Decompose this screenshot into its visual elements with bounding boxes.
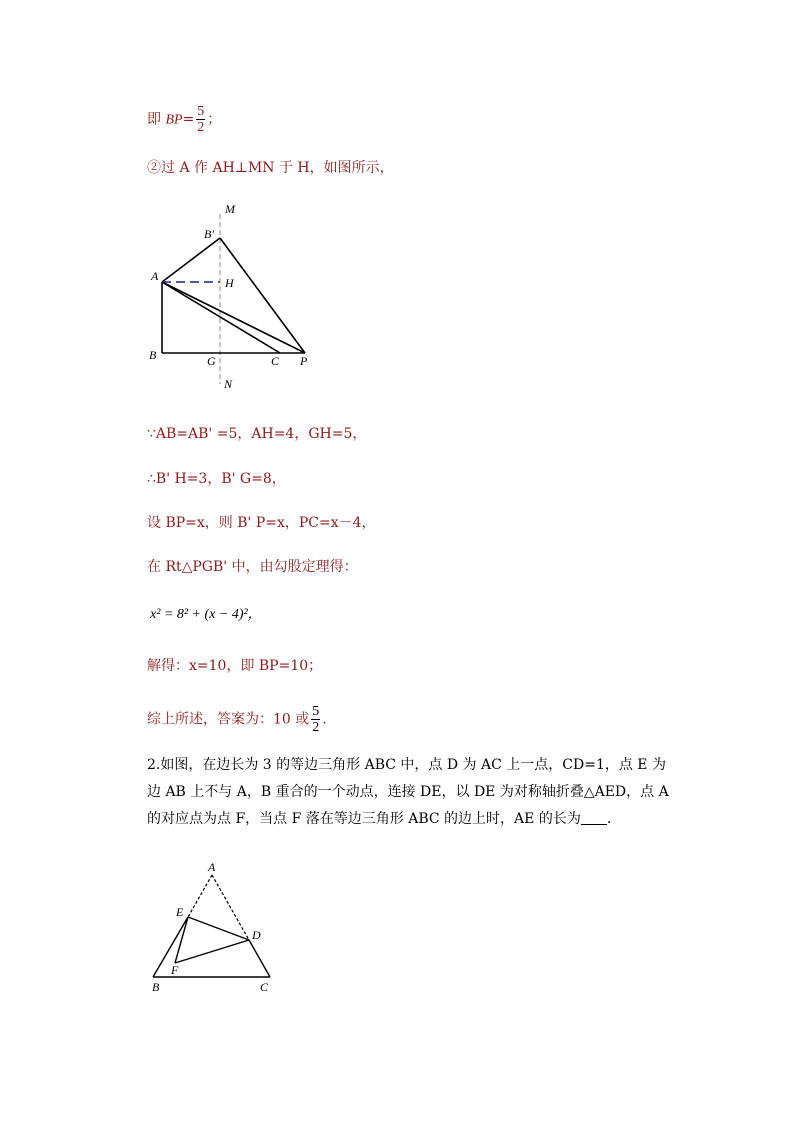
label-f: F xyxy=(171,963,179,977)
label-m: M xyxy=(225,202,235,216)
therefore-line: ∴B' H=3，B' G=8， xyxy=(147,471,286,487)
label-g: G xyxy=(207,354,216,368)
figure-equilateral-triangle xyxy=(140,855,290,1000)
given-line: ∵AB=AB' =5，AH=4，GH=5， xyxy=(147,426,367,442)
label-c2: C xyxy=(260,980,269,994)
segment-fd xyxy=(175,940,249,963)
label-h: H xyxy=(225,276,234,290)
label-b-prime: B' xyxy=(204,227,214,241)
var-bp: BP xyxy=(165,112,183,128)
semicolon: ； xyxy=(207,111,222,128)
label-p: P xyxy=(300,354,308,368)
label-a: A xyxy=(151,269,159,283)
segment-cd xyxy=(249,940,270,977)
label-n: N xyxy=(224,377,233,391)
equation-line: x² = 8² + (x − 4)²， xyxy=(150,607,262,622)
label-b: B xyxy=(149,348,157,362)
segment-ap xyxy=(162,282,305,353)
fraction-five-halves: $\frac{5}{2}$ xyxy=(197,104,205,135)
label-c: C xyxy=(271,354,280,368)
problem-2 xyxy=(147,752,677,833)
period: . xyxy=(322,711,327,728)
segment-b-prime-p xyxy=(220,238,305,353)
figure-fold-rectangle xyxy=(140,198,330,393)
segment-ed xyxy=(188,917,249,940)
conclusion-text: 综上所述，答案为：10 或 xyxy=(147,711,310,728)
let-line: 设 BP=x，则 B' P=x，PC=x－4， xyxy=(147,515,376,531)
answer-blank xyxy=(581,810,607,825)
segment-ae xyxy=(188,875,212,917)
construction-line: ②过 A 作 AH⊥MN 于 H，如图所示， xyxy=(147,160,394,176)
equals-sign: = xyxy=(182,111,195,128)
solve-line: 解得：x=10，即 BP=10； xyxy=(147,658,323,674)
segment-ef xyxy=(175,917,188,963)
segment-ac xyxy=(162,282,280,353)
label-d: D xyxy=(252,928,261,942)
segment-ad xyxy=(212,875,249,940)
problem-2-end: . xyxy=(606,811,612,827)
segment-ab-prime xyxy=(162,238,220,282)
answer-line-bp xyxy=(147,104,221,135)
problem-2-text: 2.如图，在边长为 3 的等边三角形 ABC 中，点 D 为 AC 上一点，CD=1，点 E 为边 AB 上不与 A，B 重合的一个动点，连接 DE，以 DE 为对称轴折叠△AED，点 A 的对应点为点 F，当点 F 落在等边三角形 ABC 的边上时，AE 的长为 xyxy=(147,757,669,827)
label-b2: B xyxy=(152,980,160,994)
fraction-five-halves-2: $\frac{5}{2}$ xyxy=(312,704,320,735)
label-e: E xyxy=(176,905,184,919)
label-a2: A xyxy=(208,860,216,874)
text-ji: 即 xyxy=(147,111,161,128)
pythagoras-line: 在 Rt△PGB' 中，由勾股定理得： xyxy=(147,559,358,575)
conclusion-line xyxy=(147,704,327,735)
